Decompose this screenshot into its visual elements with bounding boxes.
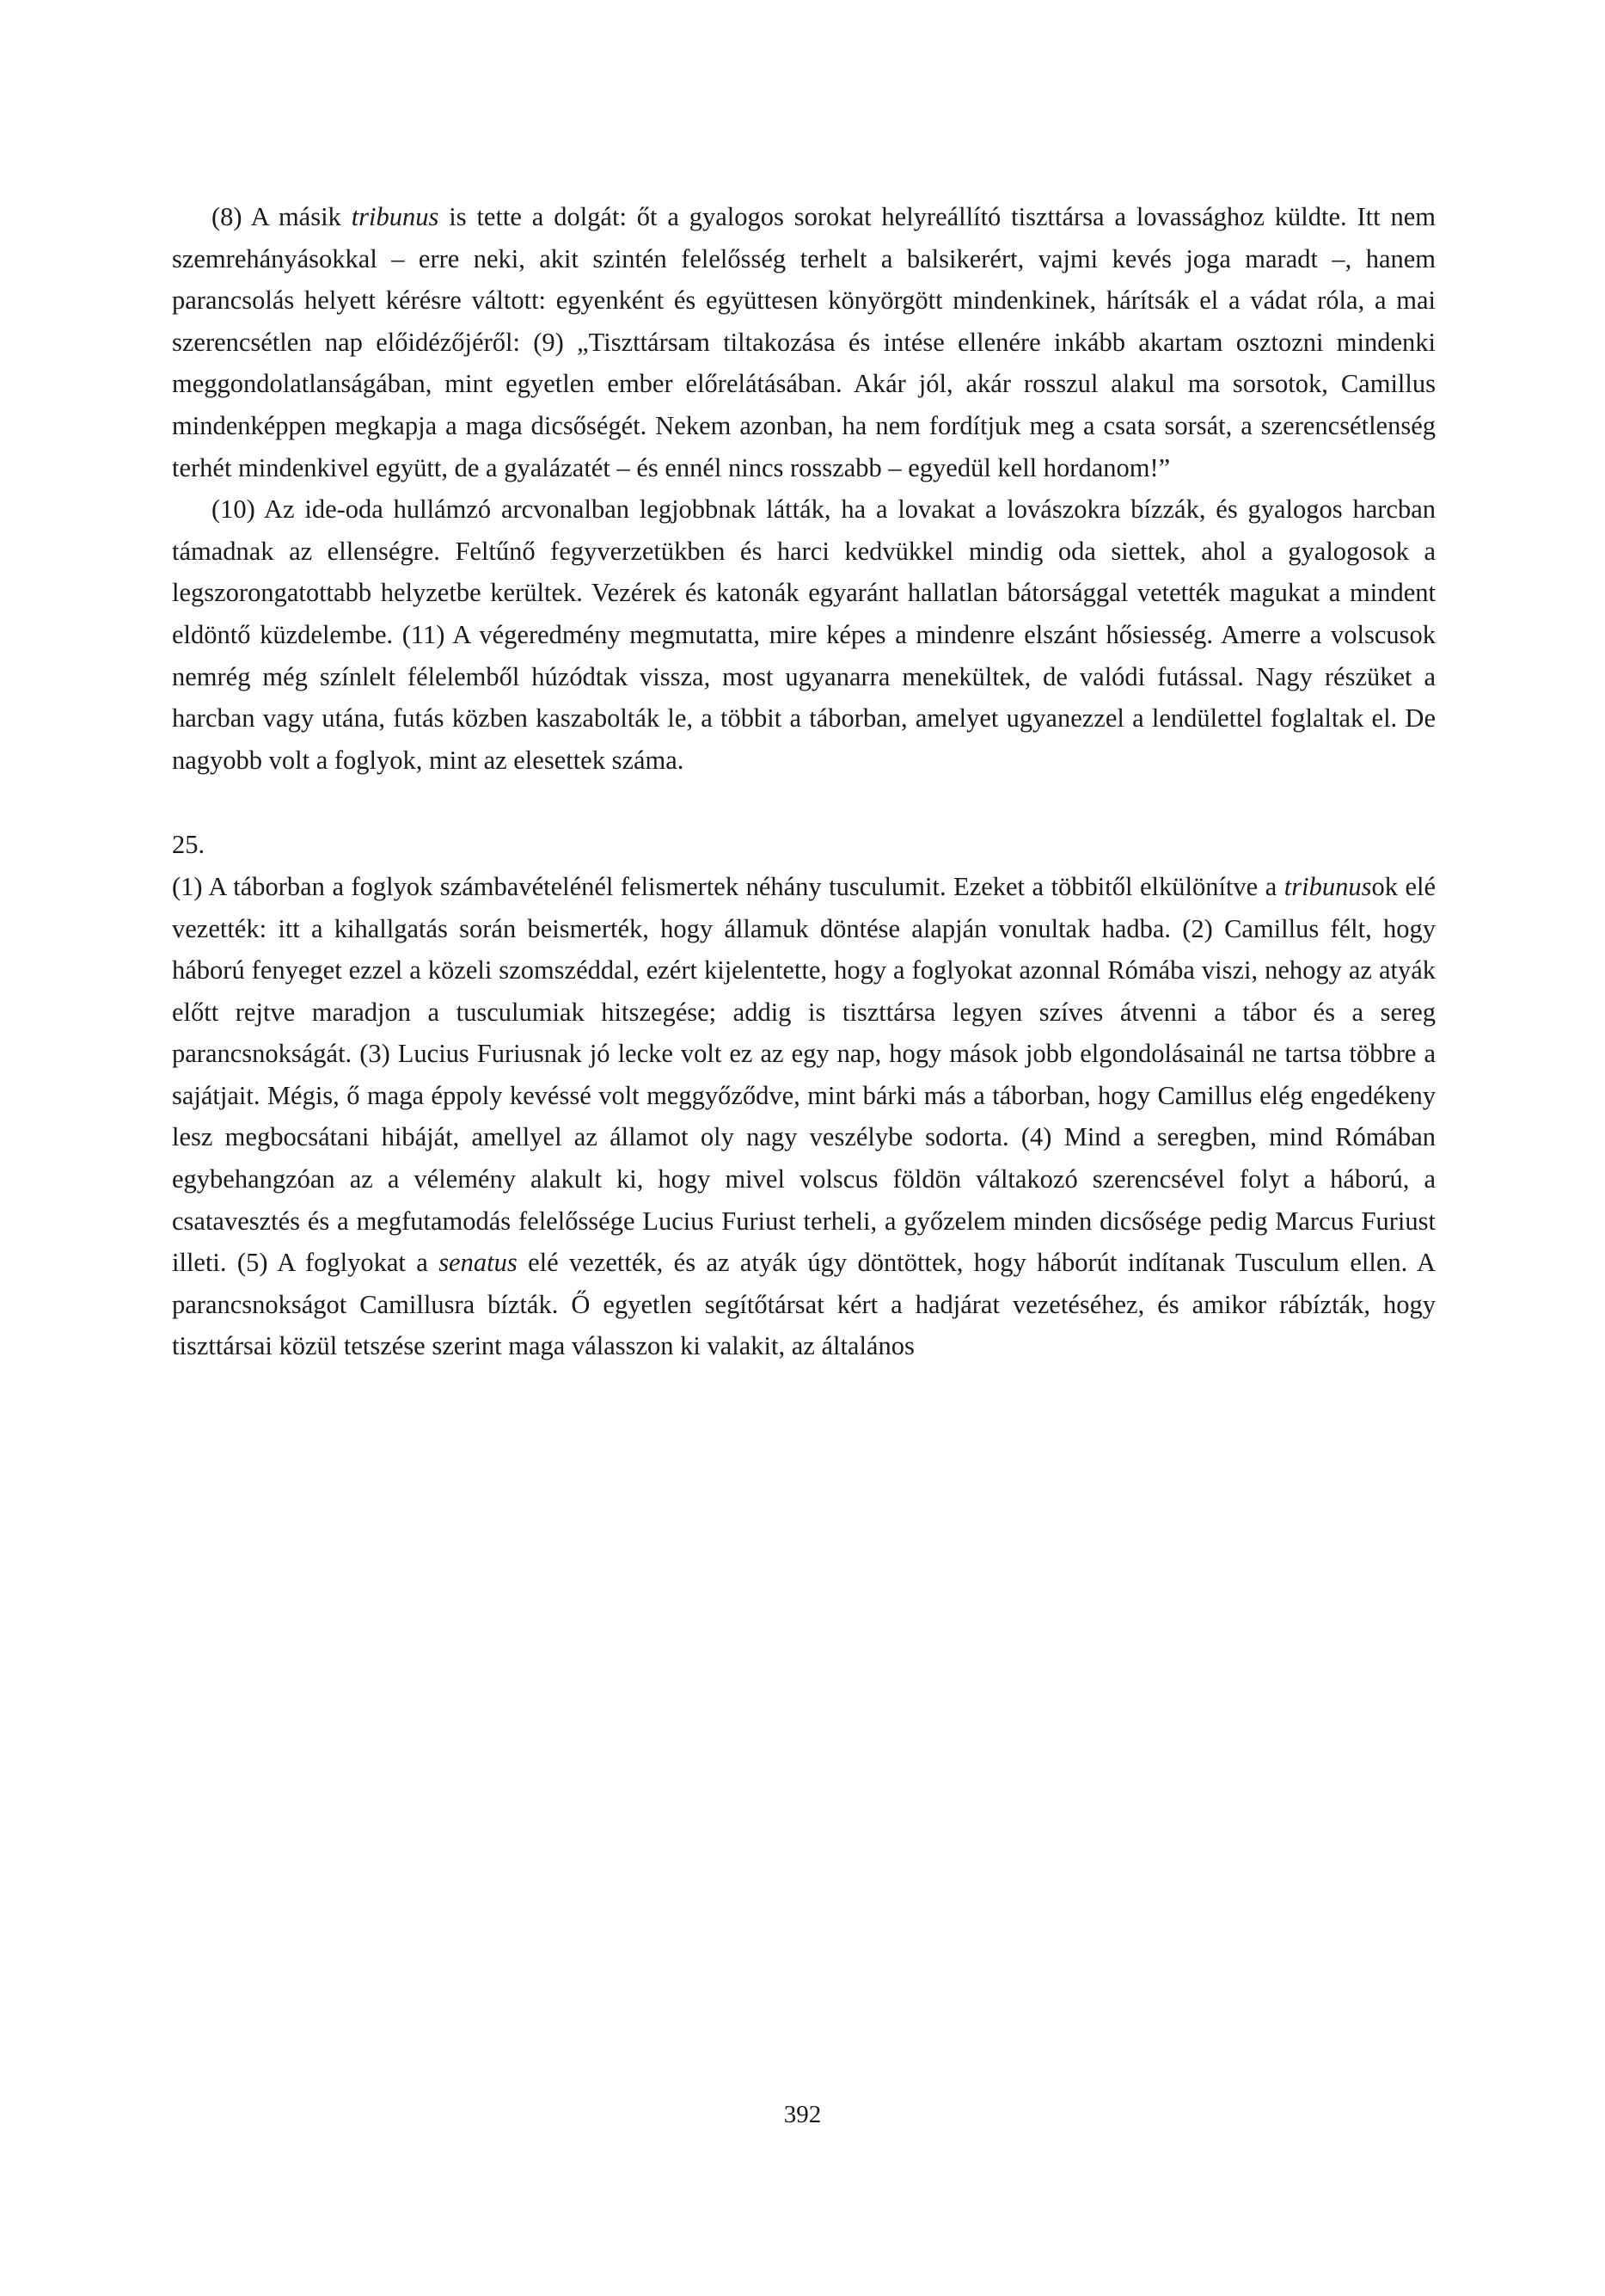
paragraph-8: (8) A másik tribunus is tette a dolgát: őt a gyalogos sorokat helyreállító tiszttársa a lovassághoz küldte. Itt nem szemrehányásokkal – erre neki, akit szintén felelősség terhelt a balsikerért, vajmi kevés joga maradt –, hanem parancsolás helyett kérésre váltott: egyenként és együttesen könyörgött mindenkinek, hárítsák el a vádat róla, a mai szerencsétlen nap előidézőjéről: (9) „Tiszttársam tiltakozása és intése ellenére inkább akartam osztozni mindenki meggondolatlanságában, mint egyetlen ember előrelátásában. Akár jól, akár rosszul alakul ma sorsotok, Camillus mindenképpen megkapja a maga dicsőségét. Nekem azonban, ha nem fordítjuk meg a csata sorsát, a szerencsétlenség terhét mindenkivel együtt, de a gyalázatét – és ennél nincs rosszabb – egyedül kell hordanom!” — [172, 202, 1436, 482]
page-number-folio: 392 — [783, 2101, 822, 2128]
section-number: 25. — [172, 830, 205, 860]
paragraph-25-1: (1) A táborban a foglyok számbavételénél felismertek néhány tusculumit. Ezeket a többitől elkülönítve a tribunusok elé vezették: itt a kihallgatás során beismerték, hogy államuk döntése alapján vonultak hadba. (2) Camillus félt, hogy háború fenyeget ezzel a közeli szomszéddal, ezért kijelentette, hogy a foglyokat azonnal Rómába viszi, nehogy az atyák előtt rejtve maradjon a tusculumiak hitszegése; addig is tiszttársa legyen szíves átvenni a tábor és a sereg parancsnokságát. (3) Lucius Furiusnak jó lecke volt ez az egy nap, hogy mások jobb elgondolásainál ne tartsa többre a sajátjait. Mégis, ő maga éppoly kevéssé volt meggyőződve, mint bárki más a táborban, hogy Camillus elég engedékeny lesz megbocsátani hibáját, amellyel az államot oly nagy veszélybe sodorta. (4) Mind a seregben, mind Rómában egybehangzóan az a vélemény alakult ki, hogy mivel volscus földön váltakozó szerencsével folyt a háború, a csatavesztés és a megfutamodás felelőssége Lucius Furiust terheli, a győzelem minden dicsősége pedig Marcus Furiust illeti. (5) A foglyokat a senatus elé vezették, és az atyák úgy döntöttek, hogy háborút indítanak Tusculum ellen. A parancsnokságot Camillusra bízták. Ő egyetlen segítőtársat kért a hadjárat vezetéséhez, és amikor rábízták, hogy tiszttársai közül tetszése szerint maga válasszon ki valakit, az általános — [172, 871, 1437, 1361]
text-column — [172, 196, 1436, 1367]
paragraph-10: (10) Az ide-oda hullámzó arcvonalban legjobbnak látták, ha a lovakat a lovászokra bízzák, és gyalogos harcban támadnak az ellenségre. Feltűnő fegyverzetükben és harci kedvükkel mindig oda siettek, ahol a gyalogosok a legszorongatottabb helyzetbe kerültek. Vezérek és katonák egyaránt hallatlan bátorsággal vetették magukat a mindent eldöntő küzdelembe. (11) A végeredmény megmutatta, mire képes a mindenre elszánt hősiesség. Amerre a volscusok nemrég még színlelt félelemből húzódtak vissza, most ugyanarra menekültek, de valódi futással. Nagy részüket a harcban vagy utána, futás közben kaszabolták le, a többit a táborban, amelyet ugyanezzel a lendülettel foglaltak el. De nagyobb volt a foglyok, mint az elesettek száma. — [172, 494, 1436, 775]
